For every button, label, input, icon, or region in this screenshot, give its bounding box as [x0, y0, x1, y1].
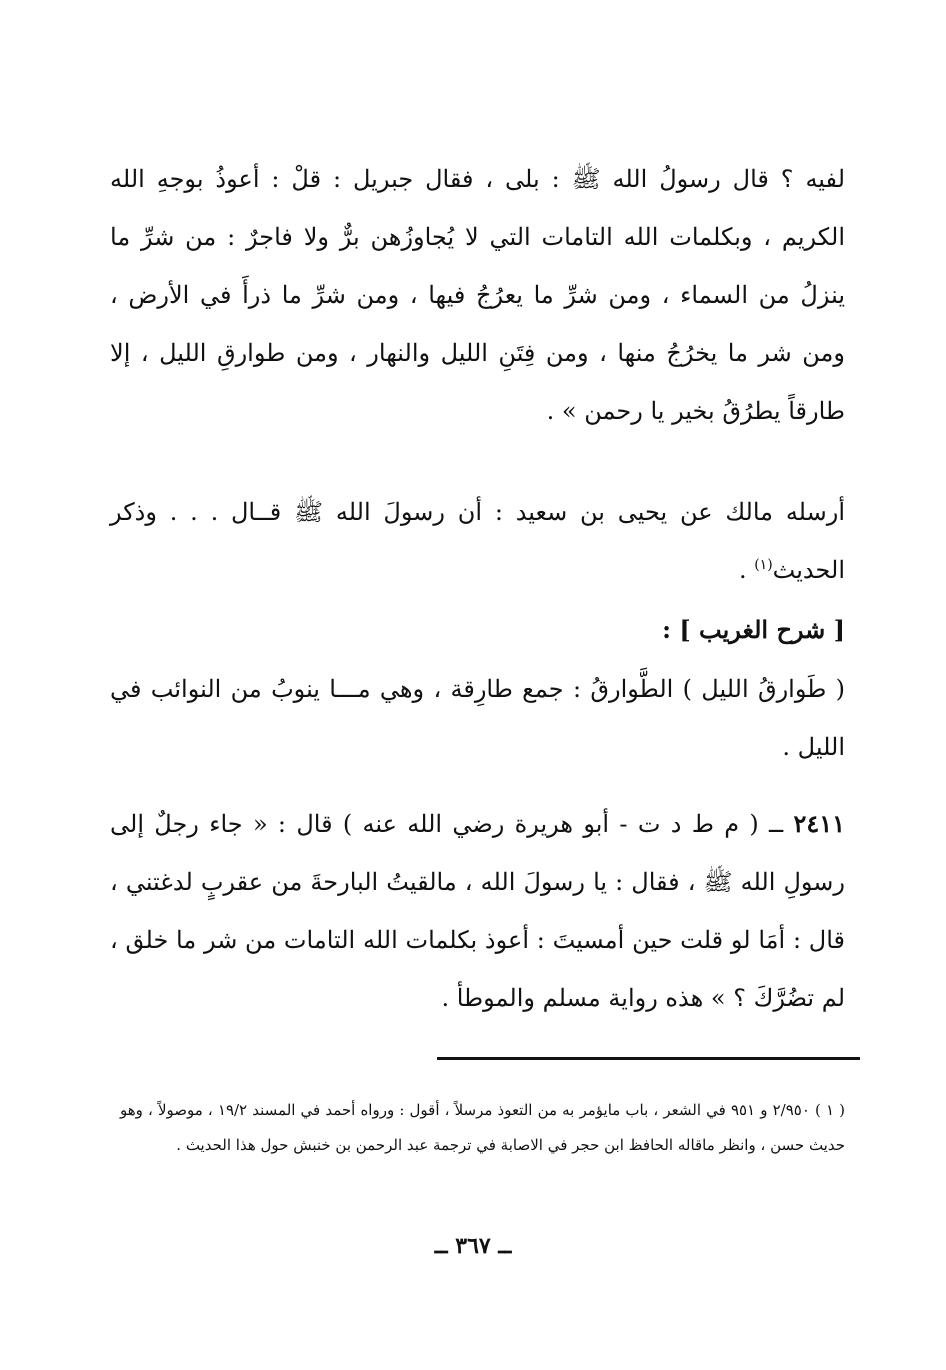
mursal-paragraph	[110, 483, 845, 599]
dua-paragraph: لفيه ؟ قال رسولُ الله ﷺ : بلى ، فقال جبريل : قلْ : أعوذُ بوجهِ الله الكريم ، وبكلمات الله التامات التي لا يُجاوزُهن برٌّ ولا فاجرٌ : من شرِّ ما ينزلُ من السماء ، ومن شرِّ ما يعرُجُ فيها ، ومن شرِّ ما ذرأَ في الأرض ، ومن شر ما يخرُجُ منها ، ومن فِتَنِ الليل والنهار ، ومن طوارقِ الليل ، إلا طارقاً يطرُقُ بخير يا رحمن » .	[110, 165, 845, 425]
gharib-heading: [ شرح الغريب ] :	[662, 615, 845, 644]
page-number: ــ ٣٦٧ ــ	[434, 1233, 512, 1259]
footnote-divider	[437, 1057, 860, 1060]
hadith-text: ــ ( م ط د ت - أبو هريرة رضي الله عنه ) قال : « جاء رجلٌ إلى رسولِ الله ﷺ ، فقال : يا رسولَ الله ، مالقيتُ البارحةَ من عقربٍ لدغتني ، قال : أمَا لو قلت حين أمسيتَ : أعوذ بكلمات الله التامات من شر ما خلق ، لم تضُرَّكَ ؟ » هذه رواية مسلم والموطأ .	[110, 810, 845, 1012]
mursal-text: أرسله مالك عن يحيى بن سعيد : أن رسولَ الله ﷺ قــال . . . وذكر الحديث	[110, 498, 845, 584]
hadith-number: ٢٤١١	[793, 809, 845, 838]
footnote: ( ١ ) ٢/٩٥٠ و ٩٥١ في الشعر ، باب مايؤمر به من التعوذ مرسلاً ، أقول : ورواه أحمد في المسند ١٩/٢ ، موصولاً ، وهو حديث حسن ، وانظر ماقاله الحافظ ابن حجر في الاصابة في ترجمة عبد الرحمن بن خنبش حول هذا الحديث .	[120, 1101, 846, 1154]
hadith-paragraph	[110, 795, 845, 1027]
footnote-reference: (١)	[754, 557, 773, 573]
mursal-end: .	[738, 556, 755, 584]
gharib-paragraph: ( طَوارقُ الليل ) الطَّوارقُ : جمع طارِقة ، وهي مـــا ينوبُ من النوائب في الليل .	[110, 675, 845, 761]
